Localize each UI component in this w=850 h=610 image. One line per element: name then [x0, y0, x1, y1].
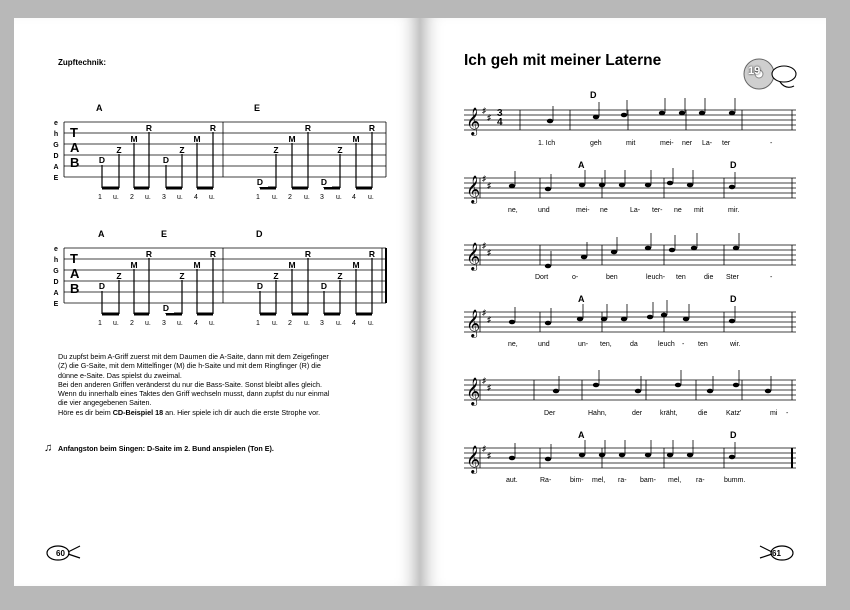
note-head — [687, 183, 693, 188]
singing-tip: Anfangston beim Singen: D-Saite im 2. Bund anspielen (Ton E). — [58, 444, 274, 453]
note-head — [547, 119, 553, 124]
svg-text:D: D — [98, 155, 106, 165]
note-head — [579, 453, 585, 458]
sharp-icon: ♯ — [482, 174, 486, 183]
tab2-string-names: e h G D A E — [53, 246, 59, 308]
svg-text:D: D — [256, 281, 264, 291]
note-head — [669, 248, 675, 253]
note-head — [667, 181, 673, 186]
note-head — [599, 183, 605, 188]
svg-text:D: D — [162, 155, 170, 165]
svg-text:R: R — [368, 123, 376, 133]
note-head — [599, 453, 605, 458]
svg-text:R: R — [209, 249, 217, 259]
note-head — [545, 321, 551, 326]
svg-text:Z: Z — [116, 145, 122, 155]
svg-text:D: D — [320, 177, 328, 187]
note-head — [579, 183, 585, 188]
svg-text:D: D — [162, 303, 170, 313]
note-head — [545, 457, 551, 462]
note-head — [679, 111, 685, 116]
svg-text:D: D — [256, 177, 264, 187]
svg-text:R: R — [368, 249, 376, 259]
instruction-paragraph: Du zupfst beim A-Griff zuerst mit dem Daumen die A-Saite, dann mit dem Zeigefinger (Z) die G-Saite, mit dem Mittelfinger (M) die h-Saite und mit dem Ringfinger (R) die dünne e-Saite. Das spielst du zweimal. Bei den anderen Griffen veränderst du nur die Bass-Saite. Sonst bleibt alles gleich. Wenn du innerhalb eines Taktes den Griff wechseln musst, dann zupfst du nur einmal die vier angegebenen Saiten. Höre es dir beim CD-Beispiel 18 an. Hier spiele ich dir auch die erste Strophe vor. — [58, 352, 388, 417]
note-head — [577, 317, 583, 322]
note-head — [593, 115, 599, 120]
note-head — [645, 183, 651, 188]
sharp-icon: ♯ — [487, 248, 491, 257]
svg-text:D: D — [98, 281, 106, 291]
note-head — [553, 389, 559, 394]
chord-system6-d: D — [730, 430, 737, 440]
note-head — [699, 111, 705, 116]
note-head — [659, 111, 665, 116]
note-head — [619, 453, 625, 458]
tab2-tab-letters: T A B — [70, 251, 80, 296]
chord-system4-a: A — [578, 294, 585, 304]
svg-text:D: D — [320, 281, 328, 291]
sharp-icon: ♯ — [482, 376, 486, 385]
svg-text:M: M — [288, 260, 296, 270]
sharp-icon: ♯ — [487, 181, 491, 190]
chord-system2-a: A — [578, 160, 585, 170]
note-head — [509, 456, 515, 461]
note-head — [675, 383, 681, 388]
tab1-tab-letters: T A B — [70, 125, 80, 170]
note-head — [593, 383, 599, 388]
section-heading: Zupftechnik: — [58, 58, 106, 67]
note-head — [635, 389, 641, 394]
tab1-chord-a: A — [96, 103, 103, 113]
treble-clef-icon: 𝄞 — [466, 378, 481, 405]
chord-system1-d: D — [590, 90, 597, 100]
music-note-icon: ♫ — [44, 442, 53, 454]
note-head — [729, 185, 735, 190]
svg-text:R: R — [145, 123, 153, 133]
svg-text:Z: Z — [179, 145, 185, 155]
note-head — [683, 317, 689, 322]
note-head — [707, 389, 713, 394]
svg-text:Z: Z — [273, 145, 279, 155]
treble-clef-icon: 𝄞 — [466, 310, 481, 337]
note-head — [621, 317, 627, 322]
sharp-icon: ♯ — [487, 113, 491, 122]
note-head — [661, 313, 667, 318]
treble-clef-icon: 𝄞 — [466, 176, 481, 203]
svg-text:R: R — [304, 123, 312, 133]
note-head — [509, 320, 515, 325]
svg-text:Z: Z — [116, 271, 122, 281]
svg-text:R: R — [145, 249, 153, 259]
tab2-chord-e: E — [161, 229, 168, 239]
svg-text:Z: Z — [273, 271, 279, 281]
note-head — [645, 453, 651, 458]
sharp-icon: ♯ — [487, 383, 491, 392]
sharp-icon: ♯ — [482, 444, 486, 453]
tab2-chord-d: D — [256, 229, 263, 239]
treble-clef-icon: 𝄞 — [466, 446, 481, 473]
sharp-icon: ♯ — [482, 241, 486, 250]
right-page: Ich geh mit meiner Laterne 19 𝄞 ♯ ♯ 𝄞 ♯ ♯ 𝄞 ♯ ♯ 𝄞 ♯ ♯ 𝄞 ♯ ♯ 𝄞 ♯ ♯ D A D A D A D 3 4 1. Ich geh mit mei- ner La- ter - ne, und mei- ne La- ter- ne mit mir. Dort o- ben leuch- ten die Ster - ne, und un- ten, da leuch - ten wir. Der Hahn, der kräht, die Katz' mi - aut. Ra- bim- mel, ra- bam- mel, ra- bumm. 61 — [420, 18, 826, 586]
svg-text:R: R — [209, 123, 217, 133]
note-head — [619, 183, 625, 188]
page-number-left: 60 — [56, 549, 65, 558]
staff-3 — [464, 241, 796, 271]
chord-system6-a: A — [578, 430, 585, 440]
tab-staff-1 — [14, 18, 420, 348]
sharp-icon: ♯ — [487, 451, 491, 460]
svg-text:Z: Z — [337, 271, 343, 281]
note-head — [729, 111, 735, 116]
song-title: Ich geh mit meiner Laterne — [464, 52, 662, 69]
page-number-right: 61 — [772, 549, 781, 558]
svg-text:R: R — [304, 249, 312, 259]
staff-2 — [464, 174, 796, 204]
svg-text:M: M — [193, 134, 201, 144]
sharp-icon: ♯ — [482, 308, 486, 317]
note-head — [545, 187, 551, 192]
svg-text:M: M — [288, 134, 296, 144]
note-head — [509, 184, 515, 189]
tab1-chord-e: E — [254, 103, 261, 113]
svg-text:M: M — [130, 260, 138, 270]
cd-track-number: 19 — [748, 65, 761, 77]
note-head — [611, 250, 617, 255]
svg-text:Z: Z — [337, 145, 343, 155]
treble-clef-icon: 𝄞 — [466, 243, 481, 270]
chord-system4-d: D — [730, 294, 737, 304]
sharp-icon: ♯ — [487, 315, 491, 324]
note-head — [621, 113, 627, 118]
note-head — [667, 453, 673, 458]
cd-example-line: Höre es dir beim CD-Beispiel 18 an. Hier spiele ich dir auch die erste Strophe vor. — [58, 407, 321, 417]
note-head — [729, 455, 735, 460]
note-head — [765, 389, 771, 394]
svg-text:Z: Z — [179, 271, 185, 281]
note-head — [691, 246, 697, 251]
svg-text:M: M — [352, 134, 360, 144]
note-head — [601, 317, 607, 322]
treble-clef-icon: 𝄞 — [466, 108, 481, 135]
svg-text:M: M — [130, 134, 138, 144]
note-head — [645, 246, 651, 251]
staff-5 — [464, 376, 796, 406]
chord-system2-d: D — [730, 160, 737, 170]
note-head — [733, 383, 739, 388]
note-head — [729, 319, 735, 324]
note-head — [733, 246, 739, 251]
note-head — [647, 315, 653, 320]
tab2-chord-a: A — [98, 229, 105, 239]
svg-text:M: M — [193, 260, 201, 270]
time-signature: 3 4 — [497, 108, 503, 128]
sharp-icon: ♯ — [482, 106, 486, 115]
note-head — [687, 453, 693, 458]
left-page: Zupftechnik: A E D Z M R D Z M R D Z M R D Z M R D Z M R D Z M R D Z M R D Z M R e h G D A E T A B 1 u. 2 u. 3 u. 4 u. 1 u. 2 u. 3 u. 4 u. A E D e h G D A E T A B 1 u. 2 u. 3 u. 4 u. 1 u. 2 u. 3 u. 4 u. Du zupfst beim A-Griff zuerst mit dem Daumen die A-Saite, dann mit dem Zeigefinger (Z) die G-Saite, mit dem Mittelfinger (M) die h-Saite und mit dem Ringfinger (R) die dünne e-Saite. Das spielst du zweimal. Bei den anderen Griffen veränderst du nur die Bass-Saite. Sonst bleibt alles gleich. Wenn du innerhalb eines Taktes den Griff wechseln musst, dann zupfst du nur einmal die vier angegebenen Saiten. Höre es dir beim CD-Beispiel 18 an. Hier spiele ich dir auch die erste Strophe vor. ♫ Anfangston beim Singen: D-Saite im 2. Bund anspielen (Ton E). 60 — [14, 18, 420, 586]
tab1-string-names: e h G D A E — [53, 120, 59, 182]
note-head — [545, 264, 551, 269]
staff-1 — [464, 106, 796, 136]
music-staves — [420, 18, 826, 518]
note-head — [581, 255, 587, 260]
svg-text:M: M — [352, 260, 360, 270]
